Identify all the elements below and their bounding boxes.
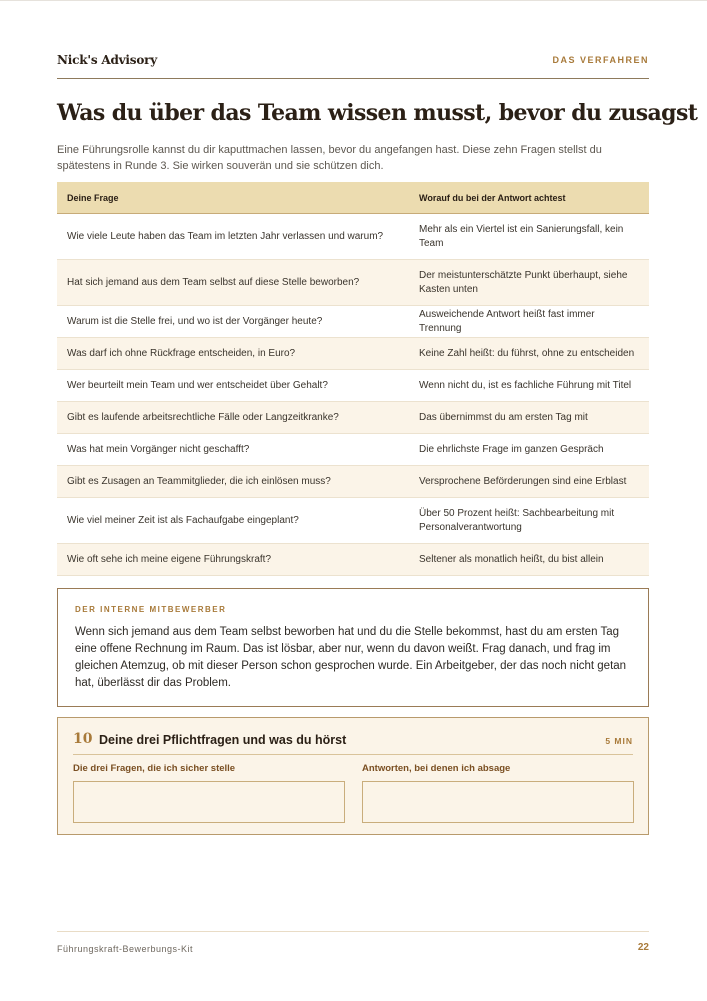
table-row — [57, 260, 649, 306]
answer-cell: Ausweichende Antwort heißt fast immer Trennung — [409, 306, 649, 338]
answer-cell: Über 50 Prozent heißt: Sachbearbeitung mit Personalverantwortung — [409, 498, 649, 544]
brand-name: Nick's Advisory — [57, 53, 158, 67]
table-row — [57, 338, 649, 370]
exercise-box — [57, 717, 649, 835]
table-row — [57, 370, 649, 402]
exercise-duration: 5 MIN — [605, 736, 633, 746]
callout-text: Wenn sich jemand aus dem Team selbst beworben hat und du die Stelle bekommst, hast du am ersten Tag eine offene Rechnung im Raum. Das ist lösbar, aber nur, wenn du davon weißt. Frag danach, und frag im gleichen Atemzug, ob mit dieser Person schon gesprochen wurde. Ein Arbeitgeber, der das noch nicht getan hat, überlässt dir das Problem. — [75, 626, 627, 689]
required-questions-field[interactable] — [73, 781, 345, 823]
table-row — [57, 306, 649, 338]
answer-cell: Der meistunterschätzte Punkt überhaupt, siehe Kasten unten — [409, 260, 649, 306]
question-cell: Gibt es Zusagen an Teammitglieder, die ich einlösen muss? — [57, 466, 409, 498]
table-row — [57, 214, 649, 260]
question-cell: Hat sich jemand aus dem Team selbst auf diese Stelle beworben? — [57, 260, 409, 306]
question-cell: Warum ist die Stelle frei, und wo ist der Vorgänger heute? — [57, 306, 409, 338]
page-header — [57, 53, 649, 79]
footer-rule — [57, 931, 649, 932]
page-number: 22 — [637, 942, 649, 953]
exercise-number: 10 — [73, 731, 93, 747]
question-cell: Wer beurteilt mein Team und wer entscheidet über Gehalt? — [57, 370, 409, 402]
section-label: DAS VERFAHREN — [552, 55, 649, 65]
question-cell: Wie viel meiner Zeit ist als Fachaufgabe eingeplant? — [57, 498, 409, 544]
table-header-row — [57, 182, 649, 214]
callout-box — [57, 588, 649, 707]
column-header-question: Deine Frage — [57, 182, 409, 214]
questions-table — [57, 182, 649, 576]
table-row — [57, 402, 649, 434]
table-row — [57, 466, 649, 498]
question-cell: Was hat mein Vorgänger nicht geschafft? — [57, 434, 409, 466]
footer-title: Führungskraft-Bewerbungs-Kit — [57, 944, 194, 954]
page-title: Was du über das Team wissen musst, bevor du zusagst — [57, 100, 698, 126]
table-row — [57, 544, 649, 576]
question-cell: Wie oft sehe ich meine eigene Führungskraft? — [57, 544, 409, 576]
exercise-header — [73, 730, 633, 755]
page — [57, 0, 698, 1001]
right-field-label: Antworten, bei denen ich absage — [362, 763, 511, 774]
answer-cell: Mehr als ein Viertel ist ein Sanierungsfall, kein Team — [409, 214, 649, 260]
question-cell: Wie viele Leute haben das Team im letzten Jahr verlassen und warum? — [57, 214, 409, 260]
question-cell: Gibt es laufende arbeitsrechtliche Fälle oder Langzeitkranke? — [57, 402, 409, 434]
answer-cell: Die ehrlichste Frage im ganzen Gespräch — [409, 434, 649, 466]
column-header-watch-for: Worauf du bei der Antwort achtest — [409, 182, 649, 214]
question-cell: Was darf ich ohne Rückfrage entscheiden, in Euro? — [57, 338, 409, 370]
answer-cell: Seltener als monatlich heißt, du bist allein — [409, 544, 649, 576]
left-field-label: Die drei Fragen, die ich sicher stelle — [73, 763, 236, 774]
intro-text: Eine Führungsrolle kannst du dir kaputtmachen lassen, bevor du angefangen hast. Diese zehn Fragen stellst du spätestens in Runde 3. Sie wirken souverän und sie schützen dich. — [57, 144, 602, 172]
answer-cell: Keine Zahl heißt: du führst, ohne zu entscheiden — [409, 338, 649, 370]
answer-cell: Wenn nicht du, ist es fachliche Führung mit Titel — [409, 370, 649, 402]
answer-cell: Das übernimmst du am ersten Tag mit — [409, 402, 649, 434]
table-row — [57, 498, 649, 544]
callout-label: DER INTERNE MITBEWERBER — [75, 605, 227, 614]
table-row — [57, 434, 649, 466]
dealbreaker-answers-field[interactable] — [362, 781, 634, 823]
answer-cell: Versprochene Beförderungen sind eine Erblast — [409, 466, 649, 498]
exercise-title: Deine drei Pflichtfragen und was du hörst — [99, 733, 347, 747]
